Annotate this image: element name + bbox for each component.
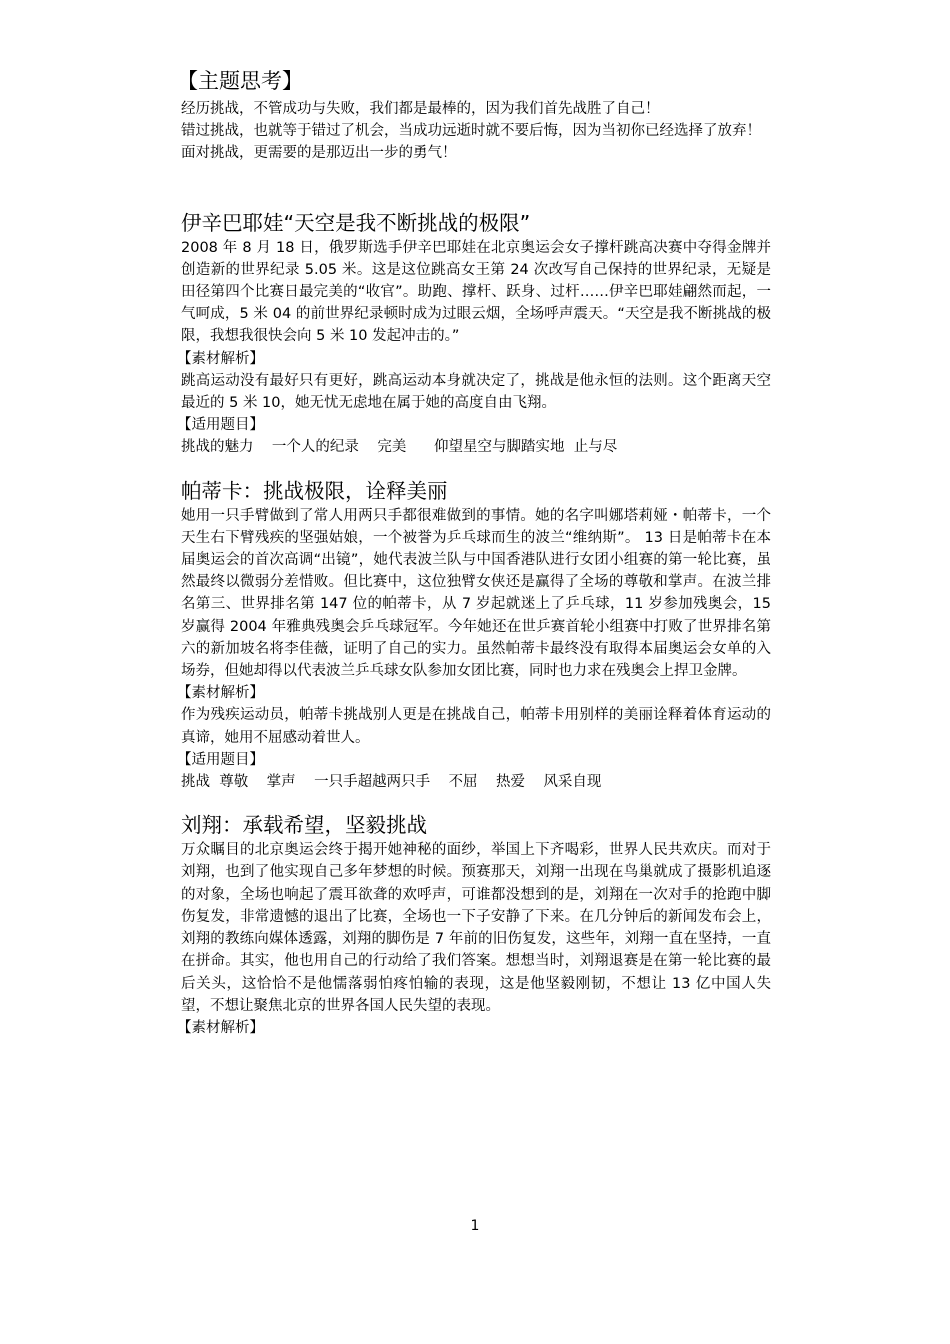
section-body: 2008 年 8 月 18 日，俄罗斯选手伊辛巴耶娃在北京奥运会女子撑杆跳高决赛中夺得金牌并创造新的世界纪录 5.05 米。这是这位跳高女王第 24 次改写自己保持的世界纪录，无疑是田径第四个比赛日最完美的“收官”。助跑、撑杆、跃身、过杆……伊辛巴耶娃翩然而起，一气呵成，5 米 04 的前世界纪录顿时成为过眼云烟，全场呼声震天。“天空是我不断挑战的极限，我想我很快会向 5 米 10 发起冲击的。” xyxy=(181,239,771,345)
section-body: 万众瞩目的北京奥运会终于揭开她神秘的面纱，举国上下齐喝彩，世界人民共欢庆。而对于刘翔，也到了他实现自己多年梦想的时候。预赛那天，刘翔一出现在鸟巢就成了摄影机追逐的对象，全场也响起了震耳欲聋的欢呼声，可谁都没想到的是，刘翔在一次对手的抢跑中脚伤复发，非常遗憾的退出了比赛，全场也一下子安静了下来。在几分钟后的新闻发布会上，刘翔的教练向媒体透露，刘翔的脚伤是 7 年前的旧伤复发，这些年，刘翔一直在坚持，一直在拼命。其实，他也用自己的行动给了我们答案。想想当时，刘翔退赛是在第一轮比赛的最后关头，这恰恰不是他懦落弱怕疼怕输的表现，这是他坚毅刚韧，不想让 13 亿中国人失望，不想让聚焦北京的世界各国人民失望的表现。 xyxy=(181,842,771,1014)
theme-line-3: 面对挑战，更需要的是那迈出一步的勇气！ xyxy=(181,145,457,162)
theme-line-1: 经历挑战，不管成功与失败，我们都是最棒的，因为我们首先战胜了自己！ xyxy=(181,101,660,117)
section-liuxiang xyxy=(177,811,771,1039)
topics-text: 挑战的魅力 一个人的纪录 完美 仰望星空与脚踏实地 止与尽 xyxy=(181,439,618,456)
section-partyka xyxy=(177,477,771,794)
analysis-label: 【素材解析】 xyxy=(177,350,264,367)
page-content xyxy=(177,66,771,1039)
theme-line-2: 错过挑战，也就等于错过了机会，当成功远逝时就不要后悔，因为当初你已经选择了放弃！ xyxy=(181,123,761,140)
topics-text: 挑战 尊敬 掌声 一只手超越两只手 不屈 热爱 风采自现 xyxy=(181,774,602,791)
section-body: 她用一只手臂做到了常人用两只手都很难做到的事情。她的名字叫娜塔莉娅・帕蒂卡，一个天生右下臂残疾的坚强姑娘，一个被誉为乒乓球而生的波兰“维纳斯”。 13 日是帕蒂卡在本届奥运会的首次高调“出镜”，她代表波兰队与中国香港队进行女团小组赛的第一轮比赛，虽然最终以微弱分差惜败。但比赛中，这位独臂女侠还是赢得了全场的尊敬和掌声。在波兰排名第三、世界排名第 147 位的帕蒂卡，从 7 岁起就迷上了乒乓球，11 岁参加残奥会，15 岁赢得 2004 年雅典残奥会乒乓球冠军。今年她还在世乒赛首轮小组赛中打败了世界排名第六的新加坡名将李佳薇，证明了自己的实力。虽然帕蒂卡最终没有取得本届奥运会女单的入场券，但她却得以代表波兰乒乓球女队参加女团比赛，同时也力求在残奥会上捍卫金牌。 xyxy=(181,507,771,680)
section-title: 刘翔：承载希望，坚毅挑战 xyxy=(181,813,427,838)
analysis-label: 【素材解析】 xyxy=(177,685,264,702)
page-number: 1 xyxy=(470,1218,480,1234)
analysis-text: 跳高运动没有最好只有更好，跳高运动本身就决定了，挑战是他永恒的法则。这个距离天空最近的 5 米 10，她无忧无虑地在属于她的高度自由飞翔。 xyxy=(181,372,771,412)
section-title: 帕蒂卡：挑战极限，诠释美丽 xyxy=(181,478,448,503)
analysis-text: 作为残疾运动员，帕蒂卡挑战别人更是在挑战自己，帕蒂卡用别样的美丽诠释着体育运动的真谛，她用不屈感动着世人。 xyxy=(181,707,771,746)
section-isinbayeva xyxy=(177,209,771,459)
topics-label: 【适用题目】 xyxy=(177,751,264,768)
analysis-label: 【素材解析】 xyxy=(177,1019,264,1036)
section-title: 伊辛巴耶娃“天空是我不断挑战的极限” xyxy=(181,210,531,235)
theme-heading: 【主题思考】 xyxy=(177,69,303,93)
topics-label: 【适用题目】 xyxy=(177,417,264,434)
